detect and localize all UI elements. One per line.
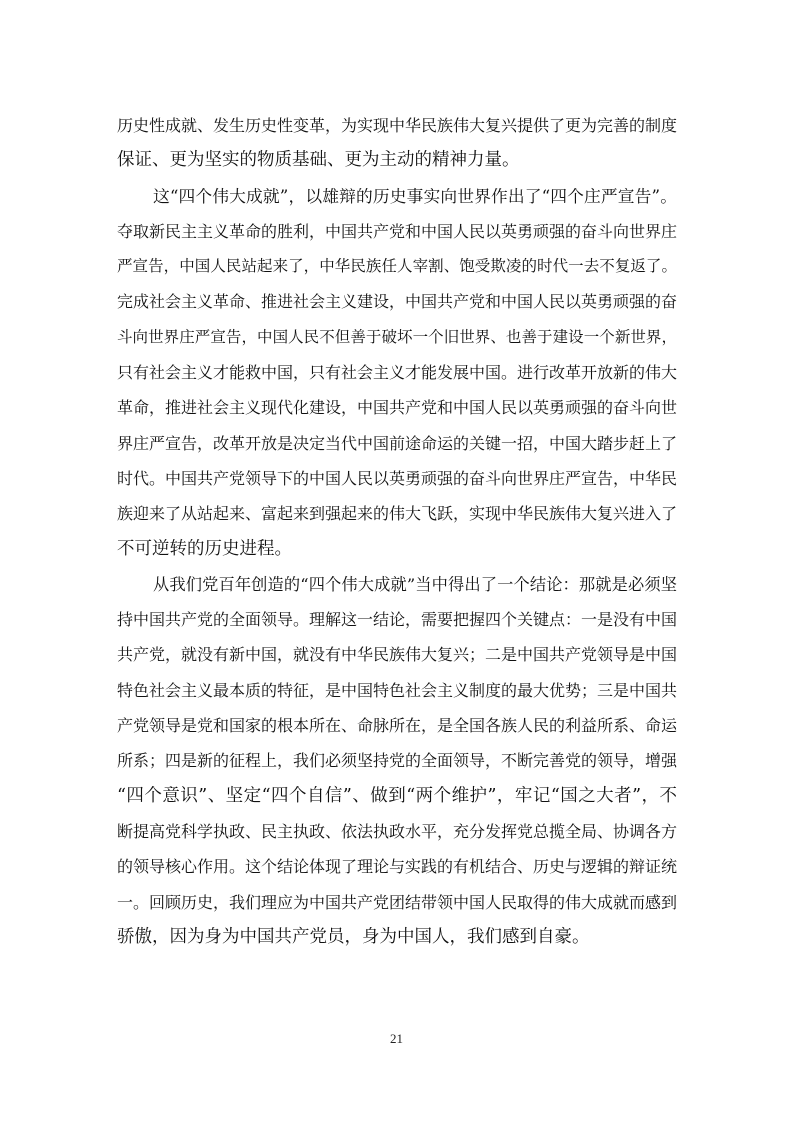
text-line: 只有社会主义才能救中国，只有社会主义才能发展中国。进行改革开放新的伟大: [117, 363, 678, 383]
text-line: 从我们党百年创造的“四个伟大成就”当中得出了一个结论：那就是必须坚: [153, 574, 677, 594]
text-line: 这“四个伟大成就”，以雄辩的历史事实向世界作出了“四个庄严宣告”。: [153, 185, 677, 206]
text-line: 持中国共产党的全面领导。理解这一结论，需要把握四个关键点：一是没有中国: [117, 610, 678, 630]
text-line: 族迎来了从站起来、富起来到强起来的伟大飞跃，实现中华民族伟大复兴进入了: [117, 504, 678, 524]
page-number: 21: [390, 1031, 403, 1046]
text-line: 保证、更为坚实的物质基础、更为主动的精神力量。: [117, 150, 520, 171]
text-line: 时代。中国共产党领导下的中国人民以英勇顽强的奋斗向世界庄严宣告，中华民: [117, 468, 678, 488]
text-line: 的领导核心作用。这个结论体现了理论与实践的有机结合、历史与逻辑的辩证统: [117, 857, 678, 877]
text-line: 断提高党科学执政、民主执政、依法执政水平，充分发挥党总揽全局、协调各方: [117, 821, 678, 841]
text-line: 不可逆转的历史进程。: [117, 538, 292, 559]
text-line: 斗向世界庄严宣告，中国人民不但善于破坏一个旧世界、也善于建设一个新世界，: [117, 327, 677, 346]
text-line: 夺取新民主主义革命的胜利，中国共产党和中国人民以英勇顽强的奋斗向世界庄: [117, 221, 678, 241]
text-line: 严宣告，中国人民站起来了，中华民族任人宰割、饱受欺凌的时代一去不复返了。: [117, 257, 677, 276]
text-line: “四个意识”、坚定“四个自信”、做到“两个维护”，牢记“国之大者”，不: [117, 785, 677, 806]
text-line: 完成社会主义革命、推进社会主义建设，中国共产党和中国人民以英勇顽强的奋: [117, 292, 678, 312]
paragraph: [117, 567, 677, 955]
text-line: 产党领导是党和国家的根本所在、命脉所在，是全国各族人民的利益所系、命运: [117, 716, 678, 736]
text-line: 所系；四是新的征程上，我们必须坚持党的全面领导，不断完善党的领导，增强: [117, 751, 678, 771]
text-line: 一。回顾历史，我们理应为中国共产党团结带领中国人民取得的伟大成就而感到: [117, 892, 678, 912]
text-line: 共产党，就没有新中国，就没有中华民族伟大复兴；二是中国共产党领导是中国: [117, 645, 678, 665]
paragraph: [117, 179, 677, 567]
text-line: 界庄严宣告，改革开放是决定当代中国前途命运的关键一招，中国大踏步赶上了: [117, 433, 678, 453]
paragraph: [117, 108, 677, 179]
text-line: 特色社会主义最本质的特征，是中国特色社会主义制度的最大优势；三是中国共: [117, 680, 678, 700]
text-line: 历史性成就、发生历史性变革，为实现中华民族伟大复兴提供了更为完善的制度: [117, 116, 678, 135]
document-body: [117, 108, 677, 955]
text-line: 骄傲，因为身为中国共产党员，身为中国人，我们感到自豪。: [117, 926, 590, 947]
text-line: 革命，推进社会主义现代化建设，中国共产党和中国人民以英勇顽强的奋斗向世: [117, 398, 678, 418]
